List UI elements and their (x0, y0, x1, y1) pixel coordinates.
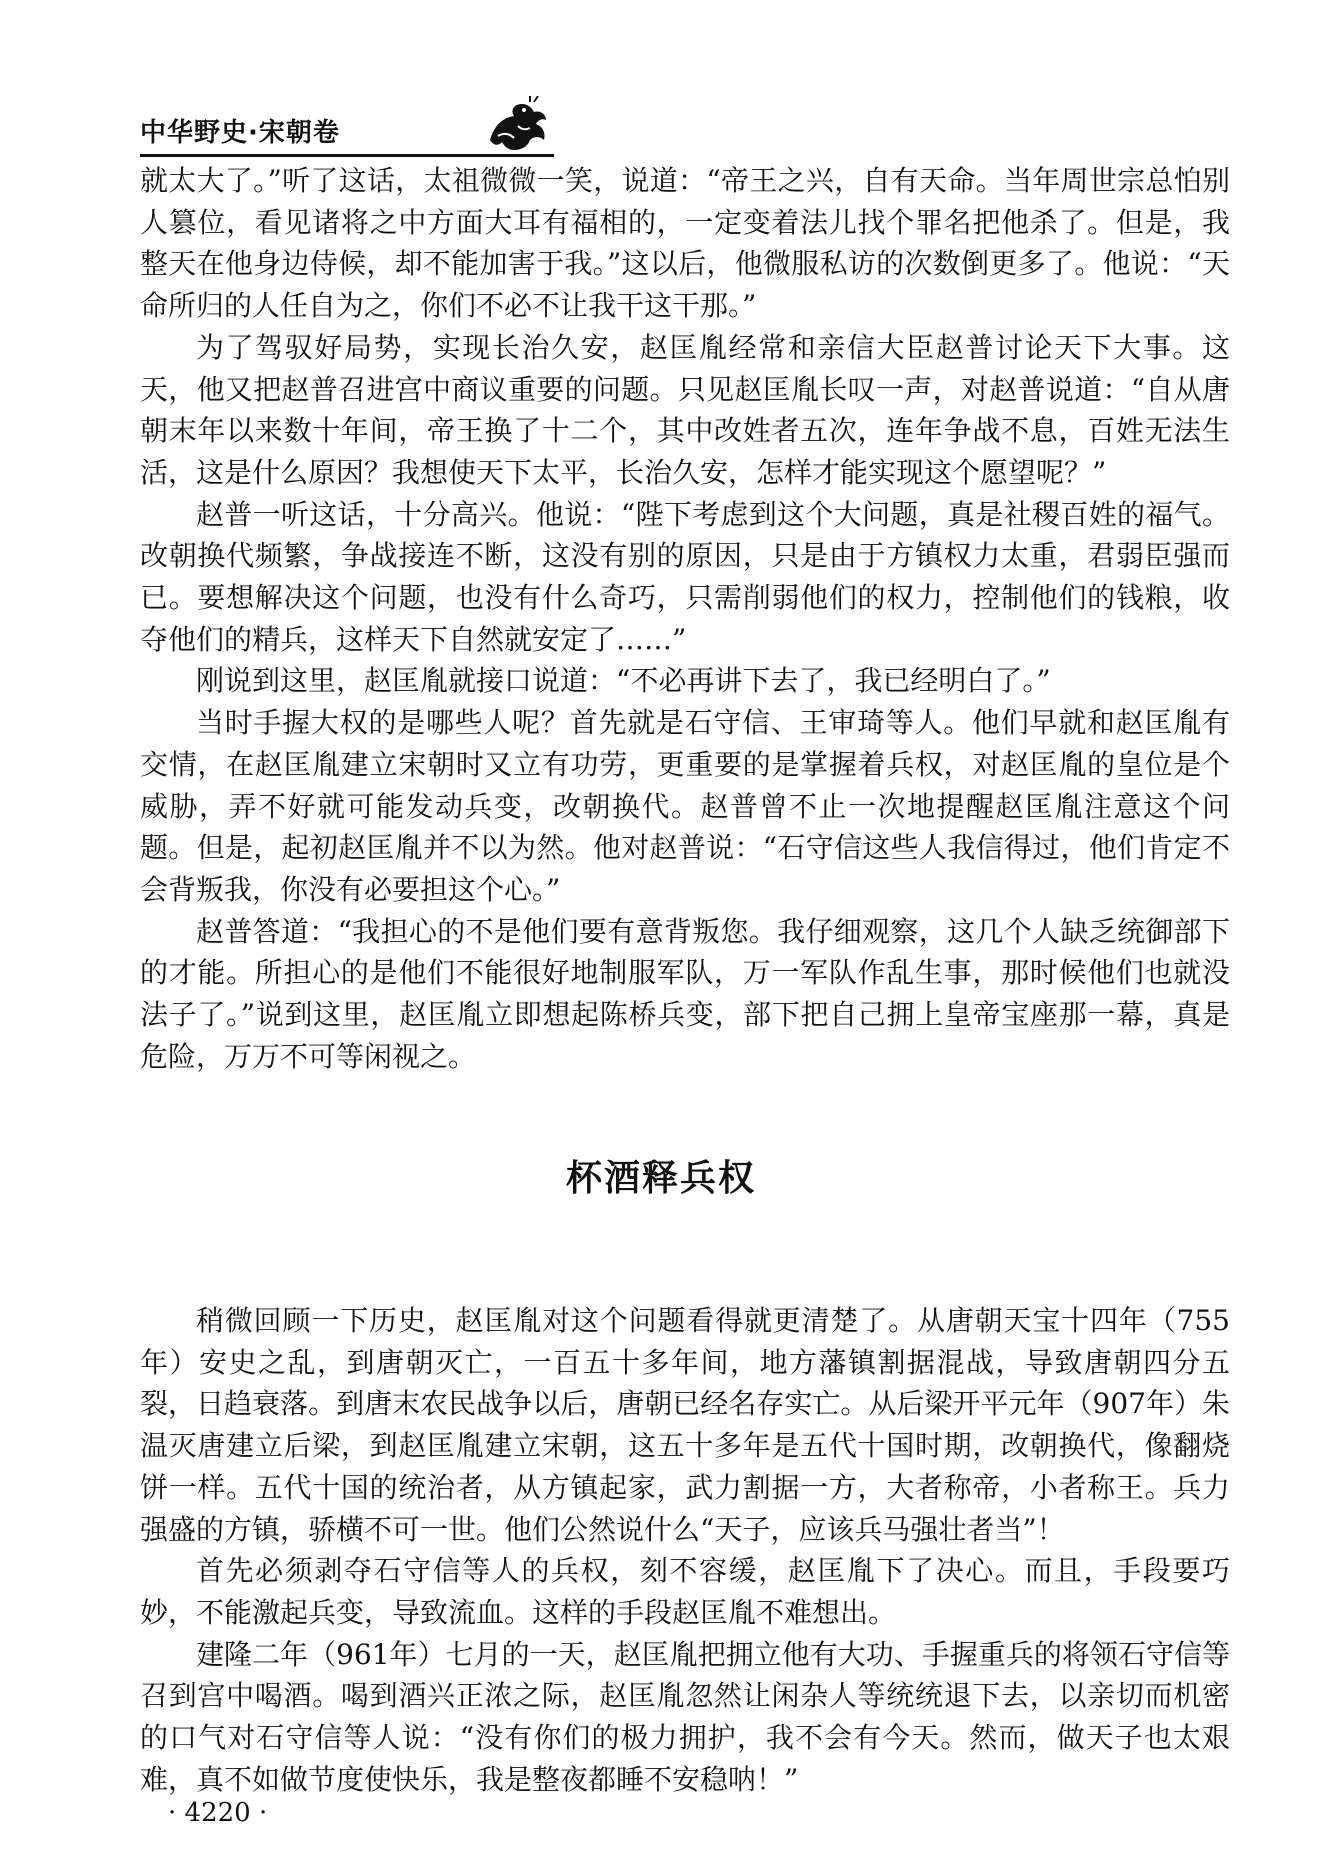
text-block-bottom (140, 1300, 1230, 1800)
running-header (140, 98, 554, 156)
book-title: 中华野史·宋朝卷 (140, 118, 340, 148)
paragraph: 稍微回顾一下历史，赵匡胤对这个问题看得就更清楚了。从唐朝天宝十四年（755年）安史之乱，到唐朝灭亡，一百五十多年间，地方藩镇割据混战，导致唐朝四分五裂，日趋衰落。到唐末农民战争以后，唐朝已经名存实亡。从后梁开平元年（907年）朱温灭唐建立后梁，到赵匡胤建立宋朝，这五十多年是五代十国时期，改朝换代，像翻烧饼一样。五代十国的统治者，从方镇起家，武力割据一方，大者称帝，小者称王。兵力强盛的方镇，骄横不可一世。他们公然说什么“天子，应该兵马强壮者当”！ (140, 1304, 1230, 1546)
paragraph: 为了驾驭好局势，实现长治久安，赵匡胤经常和亲信大臣赵普讨论天下大事。这天，他又把赵普召进宫中商议重要的问题。只见赵匡胤长叹一声，对赵普说道：“自从唐朝末年以来数十年间，帝王换了十二个，其中改姓者五次，连年争战不息，百姓无法生活，这是什么原因？我想使天下太平，长治久安，怎样才能实现这个愿望呢？” (140, 330, 1230, 489)
paragraph: 刚说到这里，赵匡胤就接口说道：“不必再讲下去了，我已经明白了。” (196, 664, 1051, 698)
header-rule (140, 154, 554, 157)
section-title: 杯酒释兵权 (565, 1158, 756, 1199)
paragraph: 当时手握大权的是哪些人呢？首先就是石守信、王审琦等人。他们早就和赵匡胤有交情，在赵匡胤建立宋朝时又立有功劳，更重要的是掌握着兵权，对赵匡胤的皇位是个威胁，弄不好就可能发动兵变，改朝换代。赵普曾不止一次地提醒赵匡胤注意这个问题。但是，起初赵匡胤并不以为然。他对赵普说：“石守信这些人我信得过，他们肯定不会背叛我，你没有必要担这个心。” (140, 706, 1230, 906)
text-block-top (140, 160, 1230, 1077)
paragraph: 就太大了。”听了这话，太祖微微一笑，说道：“帝王之兴，自有天命。当年周世宗总怕别人篡位，看见诸将之中方面大耳有福相的，一定变着法儿找个罪名把他杀了。但是，我整天在他身边侍候，却不能加害于我。”这以后，他微服私访的次数倒更多了。他说：“天命所归的人任自为之，你们不必不让我干这干那。” (140, 164, 1230, 323)
paragraph: 赵普答道：“我担心的不是他们要有意背叛您。我仔细观察，这几个人缺乏统御部下的才能。所担心的是他们不能很好地制服军队，万一军队作乱生事，那时候他们也就没法子了。”说到这里，赵匡胤立即想起陈桥兵变，部下把自己拥上皇帝宝座那一幕，真是危险，万万不可等闲视之。 (140, 914, 1230, 1073)
paragraph: 赵普一听这话，十分高兴。他说：“陛下考虑到这个大问题，真是社稷百姓的福气。改朝换代频繁，争战接连不断，这没有别的原因，只是由于方镇权力太重，君弱臣强而已。要想解决这个问题，也没有什么奇巧，只需削弱他们的权力，控制他们的钱粮，收夺他们的精兵，这样天下自然就安定了……” (140, 497, 1230, 656)
paragraph: 首先必须剥夺石守信等人的兵权，刻不容缓，赵匡胤下了决心。而且，手段要巧妙，不能激起兵变，导致流血。这样的手段赵匡胤不难想出。 (140, 1554, 1230, 1629)
dragon-emblem-icon (484, 96, 554, 154)
paragraph: 建隆二年（961年）七月的一天，赵匡胤把拥立他有大功、手握重兵的将领石守信等召到宫中喝酒。喝到酒兴正浓之际，赵匡胤忽然让闲杂人等统统退下去，以亲切而机密的口气对石守信等人说：“没有你们的极力拥护，我不会有今天。然而，做天子也太艰难，真不如做节度使快乐，我是整夜都睡不安稳呐！” (140, 1637, 1230, 1796)
page-number: · 4220 · (168, 1798, 268, 1828)
